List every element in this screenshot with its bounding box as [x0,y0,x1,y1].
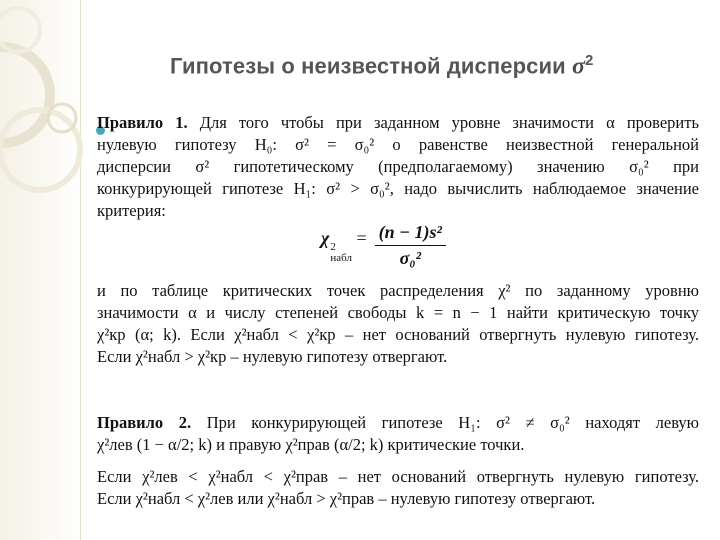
rule1-line3: дисперсии σ² гипотетическому (предполагаемому) значению σ₀² при [97,157,699,176]
rule1-line4: конкурирующей гипотезе H₁: σ² > σ₀², надо вычислить наблюдаемое значение [97,179,699,198]
rule1-continuation [97,280,699,368]
chi-square-formula: χ 2 набл = (n − 1)s² σ₀² [320,222,446,270]
rule1-cont-line2: значимости α и числу степеней свободы k = n − 1 найти критическую точку [97,303,699,322]
decorative-circles [0,0,100,220]
rule2-line4: Если χ²набл < χ²лев или χ²набл > χ²прав – нулевую гипотезу отвергают. [97,489,596,508]
rule1-cont-line4: Если χ²набл > χ²кр – нулевую гипотезу отвергают. [97,347,448,366]
rule1-paragraph: Правило 1. Для того чтобы при заданном уровне значимости α проверить нулевую гипотезу H₀: σ² = σ₀² о равенстве неизвестной генеральной дисперсии σ² гипотетическому (предполагаемому) значению σ₀² при конкурирующей гипотезе H₁: σ² > σ₀², надо вычислить наблюдаемое значение критерия: [97,113,699,220]
rule2-paragraph: Правило 2. При конкурирующей гипотезе H₁: σ² ≠ σ₀² находят левую χ²лев (1 − α/2; k) и правую χ²прав (α/2; k) критические точки. Если χ²лев < χ²набл < χ²прав – нет оснований отвергнуть нулевую гипотезу. Если χ²набл < χ²лев или χ²набл > χ²прав – нулевую гипотезу отвергают. [97,413,699,508]
page-title: Гипотезы о неизвестной дисперсии $\sigma^2$ [170,52,594,80]
rule1-line2: нулевую гипотезу H₀: σ² = σ₀² о равенстве неизвестной генеральной [97,135,699,154]
rule1-cont-line3: χ²кр (α; k). Если χ²набл < χ²кр – нет оснований отвергнуть нулевую гипотезу. [97,325,699,344]
rule2-line3: Если χ²лев < χ²набл < χ²прав – нет оснований отвергнуть нулевую гипотезу. [97,467,699,486]
rule1-cont-line1: и по таблице критических точек распределения χ² по заданному уровню [97,281,699,300]
rule2-label: Правило 2. [97,413,192,432]
sigma-symbol: σ [571,53,585,80]
formula-numerator: (n − 1)s² [375,222,446,246]
rule2-line2: χ²лев (1 − α/2; k) и правую χ²прав (α/2; k) критические точки. [97,435,525,454]
rule1-label: Правило 1. [97,113,188,132]
rule1-line5: критерия: [97,201,166,220]
formula-denominator: σ₀² [399,248,421,268]
